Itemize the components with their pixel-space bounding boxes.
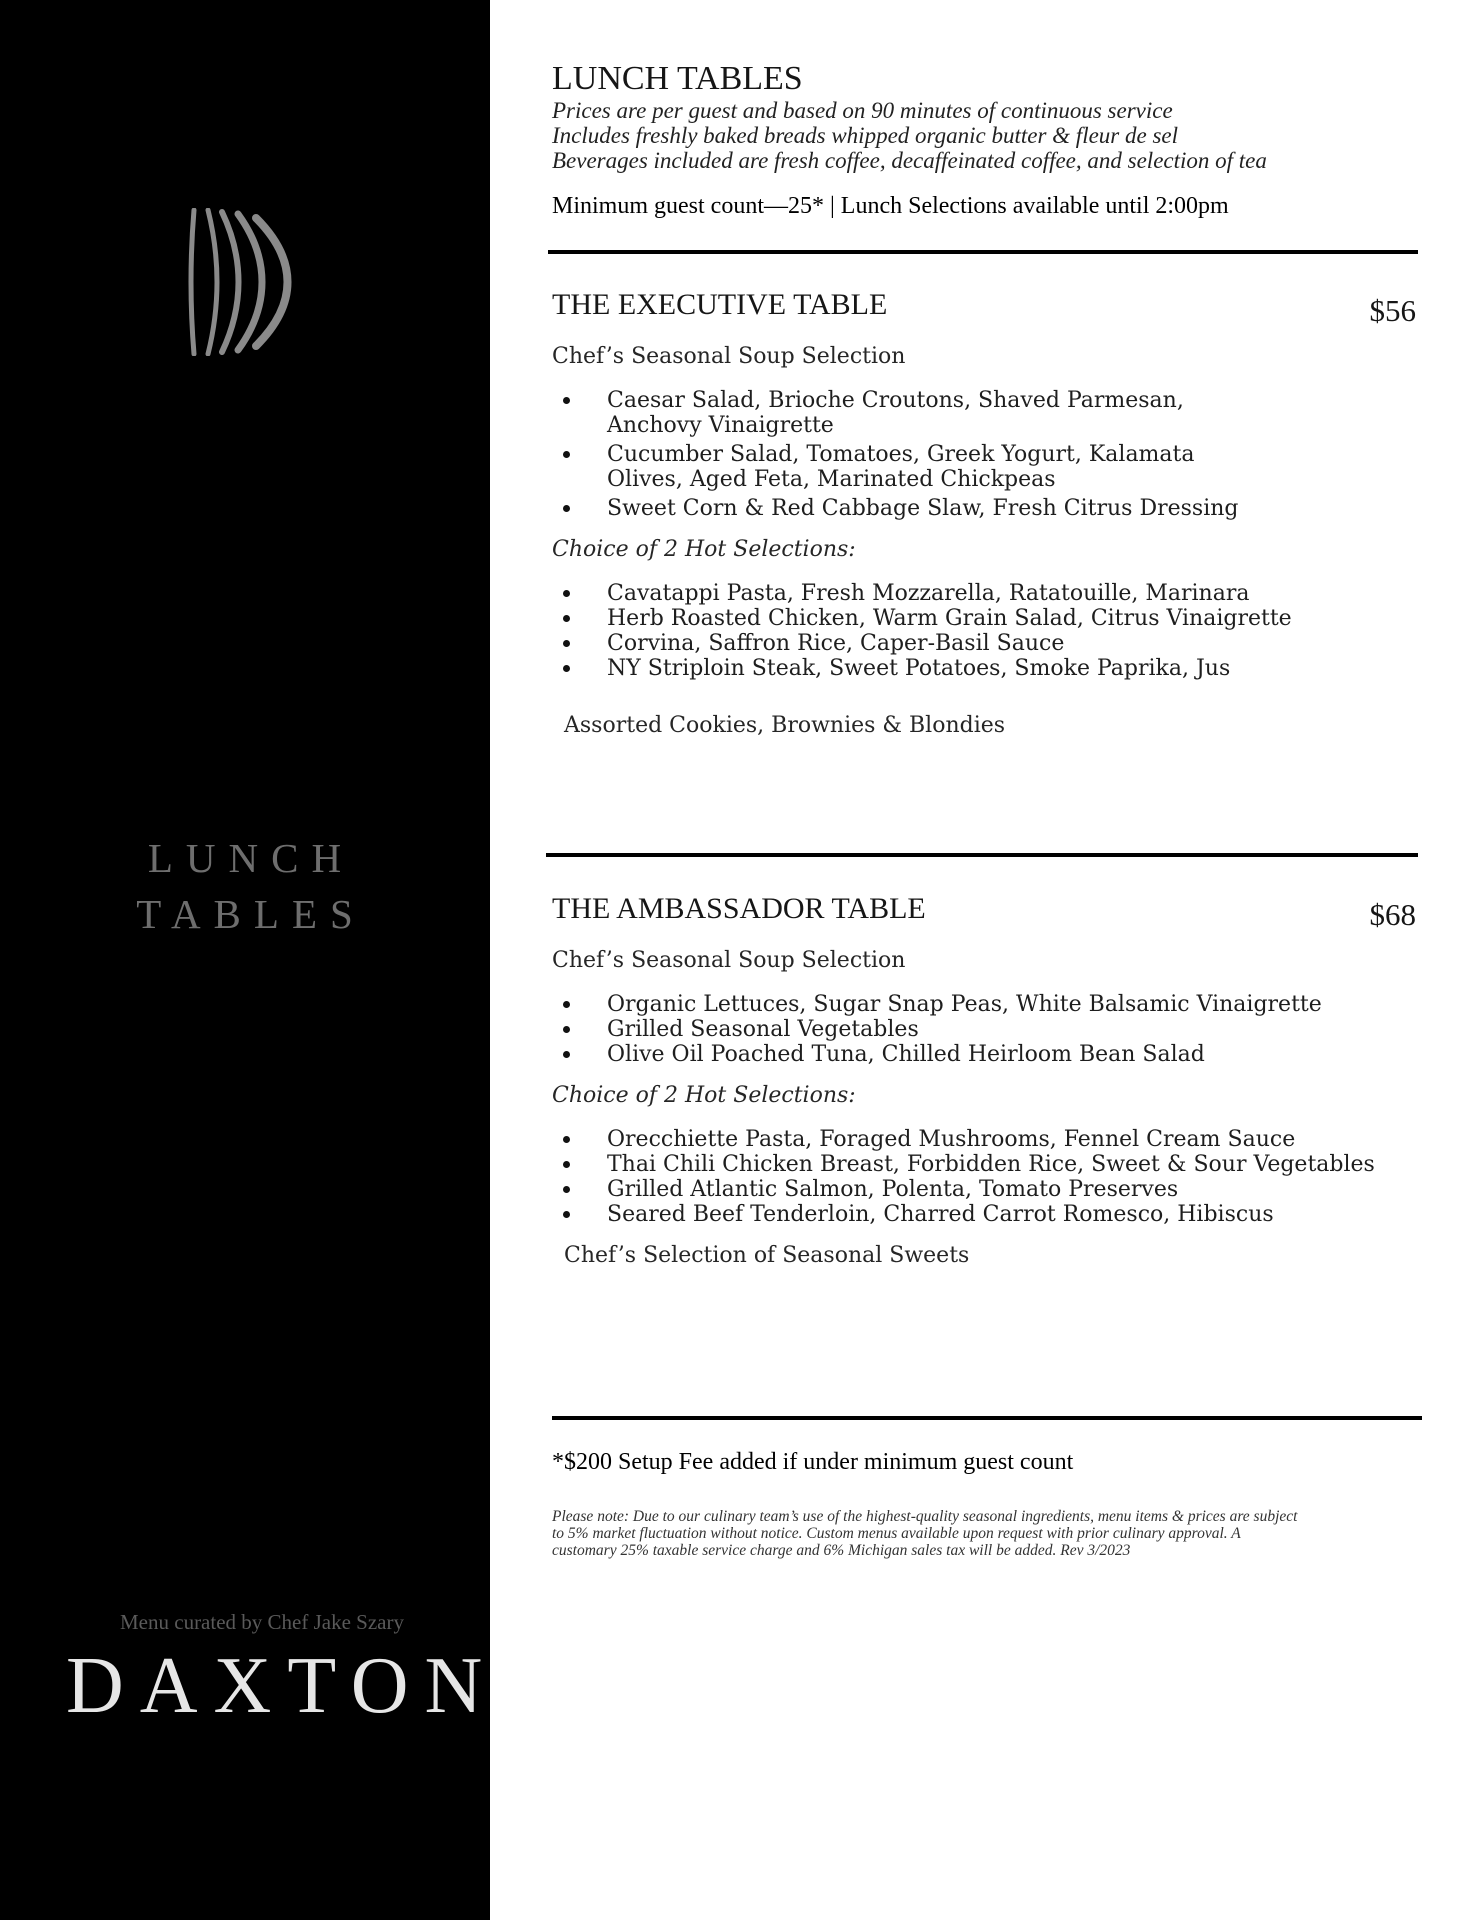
- hot-list: [552, 581, 1416, 681]
- list-item: Grilled Seasonal Vegetables: [552, 1017, 1416, 1042]
- fine-print: [552, 1508, 1408, 1559]
- salad-list: [552, 388, 1252, 521]
- section-title: THE AMBASSADOR TABLE: [552, 892, 926, 925]
- brand-logo: DAXTON: [66, 1642, 499, 1730]
- list-item: Cucumber Salad, Tomatoes, Greek Yogurt, Kalamata Olives, Aged Feta, Marinated Chickpeas: [552, 442, 1252, 492]
- list-item: Seared Beef Tenderloin, Charred Carrot Romesco, Hibiscus: [552, 1202, 1416, 1227]
- list-item: Grilled Atlantic Salmon, Polenta, Tomato Preserves: [552, 1177, 1416, 1202]
- curator-credit: Menu curated by Chef Jake Szary: [120, 1610, 404, 1634]
- intro-line: Prices are per guest and based on 90 minutes of continuous service: [552, 98, 1173, 123]
- section-title: THE EXECUTIVE TABLE: [552, 288, 888, 321]
- list-item: Cavatappi Pasta, Fresh Mozzarella, Ratatouille, Marinara: [552, 581, 1416, 606]
- fine-print-line: Please note: Due to our culinary team’s use of the highest-quality seasonal ingredients, menu items & prices are subject: [552, 1508, 1298, 1525]
- divider: [546, 853, 1418, 857]
- page-title: LUNCH TABLES: [552, 60, 803, 97]
- fine-print-line: customary 25% taxable service charge and 6% Michigan sales tax will be added. Rev 3/2023: [552, 1542, 1131, 1559]
- intro-line: Beverages included are fresh coffee, decaffeinated coffee, and selection of tea: [552, 148, 1267, 173]
- sidebar: [0, 0, 499, 1920]
- sidebar-title-line: TABLES: [136, 891, 366, 937]
- salad-list: [552, 992, 1416, 1067]
- hot-selection-label: Choice of 2 Hot Selections:: [552, 1083, 856, 1108]
- executive-table-section: [552, 288, 1416, 739]
- minimum-guest-note: Minimum guest count—25* | Lunch Selections available until 2:00pm: [552, 193, 1229, 219]
- list-item: Herb Roasted Chicken, Warm Grain Salad, Citrus Vinaigrette: [552, 606, 1416, 631]
- soup-line: Chef’s Seasonal Soup Selection: [552, 948, 906, 973]
- list-item: Corvina, Saffron Rice, Caper-Basil Sauce: [552, 631, 1416, 656]
- list-item: Sweet Corn & Red Cabbage Slaw, Fresh Citrus Dressing: [552, 496, 1252, 521]
- list-item: Caesar Salad, Brioche Croutons, Shaved Parmesan, Anchovy Vinaigrette: [552, 388, 1252, 438]
- list-item: Olive Oil Poached Tuna, Chilled Heirloom Bean Salad: [552, 1042, 1416, 1067]
- list-item: Orecchiette Pasta, Foraged Mushrooms, Fennel Cream Sauce: [552, 1127, 1416, 1152]
- fine-print-line: to 5% market fluctuation without notice. Custom menus available upon request with prior culinary approval. A: [552, 1525, 1241, 1542]
- ambassador-table-section: [552, 892, 1416, 1269]
- list-item: Thai Chili Chicken Breast, Forbidden Rice, Sweet & Sour Vegetables: [552, 1152, 1416, 1177]
- sidebar-title: [0, 830, 490, 942]
- dessert-line: Chef’s Selection of Seasonal Sweets: [564, 1243, 970, 1268]
- intro-line: Includes freshly baked breads whipped organic butter & fleur de sel: [552, 123, 1178, 148]
- curved-lines-logo-icon: [186, 208, 326, 356]
- list-item: Organic Lettuces, Sugar Snap Peas, White Balsamic Vinaigrette: [552, 992, 1416, 1017]
- soup-line: Chef’s Seasonal Soup Selection: [552, 344, 906, 369]
- menu-header: [552, 60, 1420, 220]
- divider: [548, 250, 1418, 254]
- list-item: NY Striploin Steak, Sweet Potatoes, Smoke Paprika, Jus: [552, 656, 1416, 681]
- hot-selection-label: Choice of 2 Hot Selections:: [552, 537, 856, 562]
- dessert-line: Assorted Cookies, Brownies & Blondies: [564, 713, 1006, 738]
- sidebar-title-line: LUNCH: [147, 835, 355, 881]
- hot-list: [552, 1127, 1416, 1227]
- divider: [552, 1416, 1422, 1420]
- section-price: $68: [1369, 897, 1416, 932]
- section-price: $56: [1369, 293, 1416, 328]
- setup-fee-note: *$200 Setup Fee added if under minimum guest count: [552, 1449, 1074, 1475]
